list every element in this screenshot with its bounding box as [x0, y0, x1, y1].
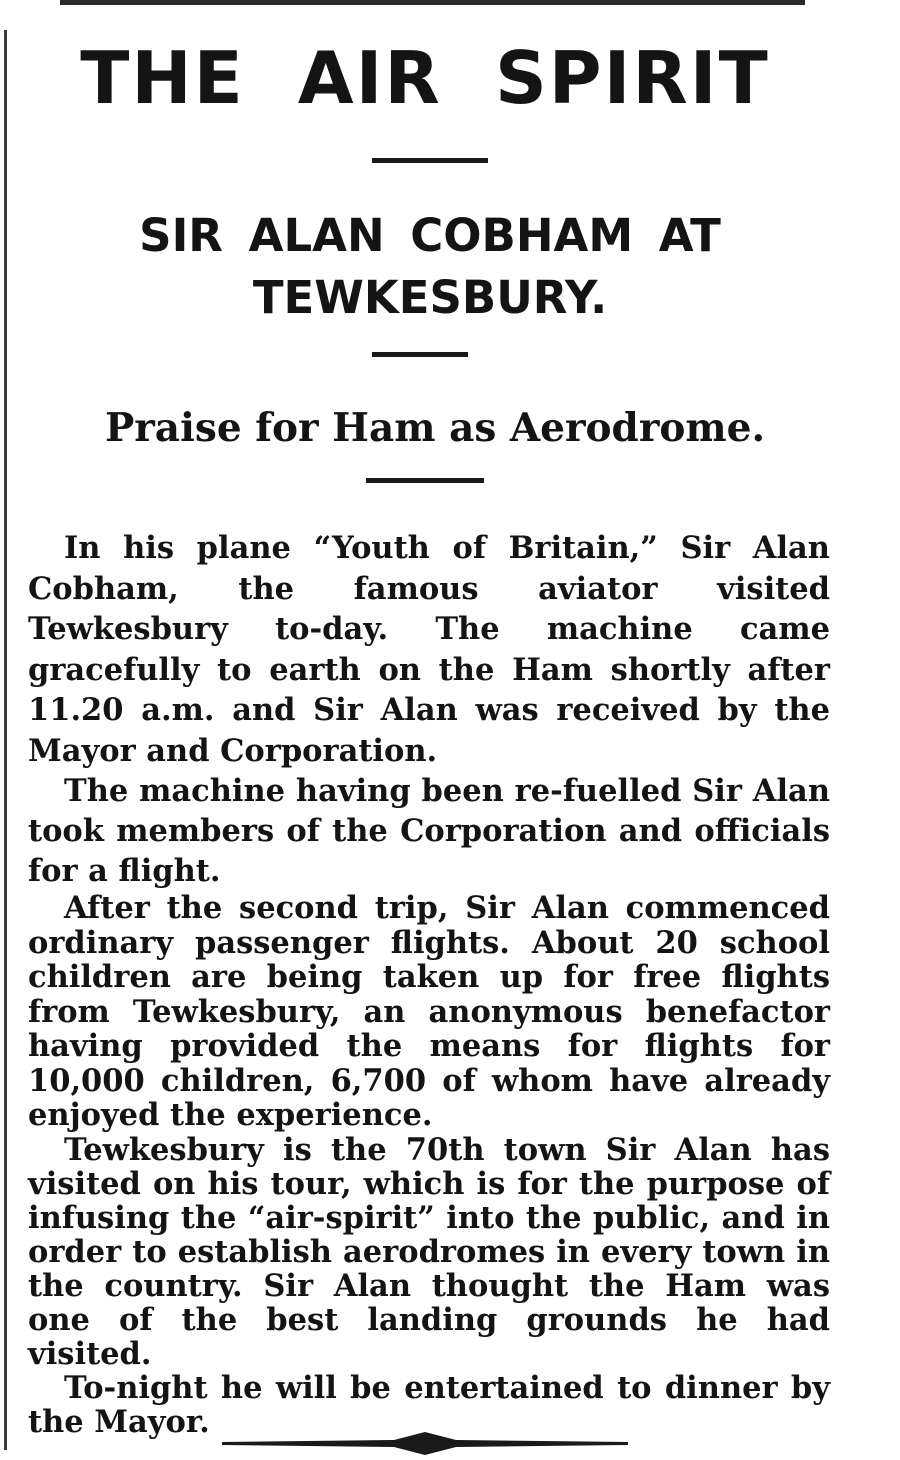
- headline: THE AIR SPIRIT: [80, 36, 770, 120]
- article-paragraph: After the second trip, Sir Alan commenced ordinary passenger flights. About 20 school children are being taken up for free flights from Tewkesbury, an anonymous benefactor having provided the means for flights for 10,000 children, 6,700 of whom have already enjoyed the experience.: [28, 890, 830, 1133]
- subheading-divider: [372, 352, 468, 357]
- article-paragraph: To-night he will be entertained to dinner by the Mayor.: [28, 1369, 830, 1440]
- left-column-rule: [4, 30, 7, 1450]
- article-paragraph: In his plane “Youth of Britain,” Sir Alan Cobham, the famous aviator visited Tewkesbury to-day. The machine came gracefully to earth on the Ham shortly after 11.20 a.m. and Sir Alan was received by the Mayor and Corporation.: [28, 530, 830, 769]
- article-body: [28, 528, 830, 1439]
- end-of-article-flourish: [222, 1428, 628, 1458]
- deck-divider: [366, 478, 484, 483]
- top-column-rule: [60, 0, 805, 5]
- subheading: SIR ALAN COBHAM AT TEWKESBURY.: [139, 209, 721, 324]
- deck-line: Praise for Ham as Aerodrome.: [104, 405, 766, 451]
- article-paragraph: The machine having been re-fuelled Sir Alan took members of the Corporation and officials for a flight.: [28, 773, 830, 889]
- headline-divider: [372, 158, 488, 163]
- article-paragraph: Tewkesbury is the 70th town Sir Alan has visited on his tour, which is for the purpose of infusing the “air-spirit” into the public, and in order to establish aerodromes in every town in the country. Sir Alan thought the Ham was one of the best landing grounds he had visited.: [28, 1131, 830, 1372]
